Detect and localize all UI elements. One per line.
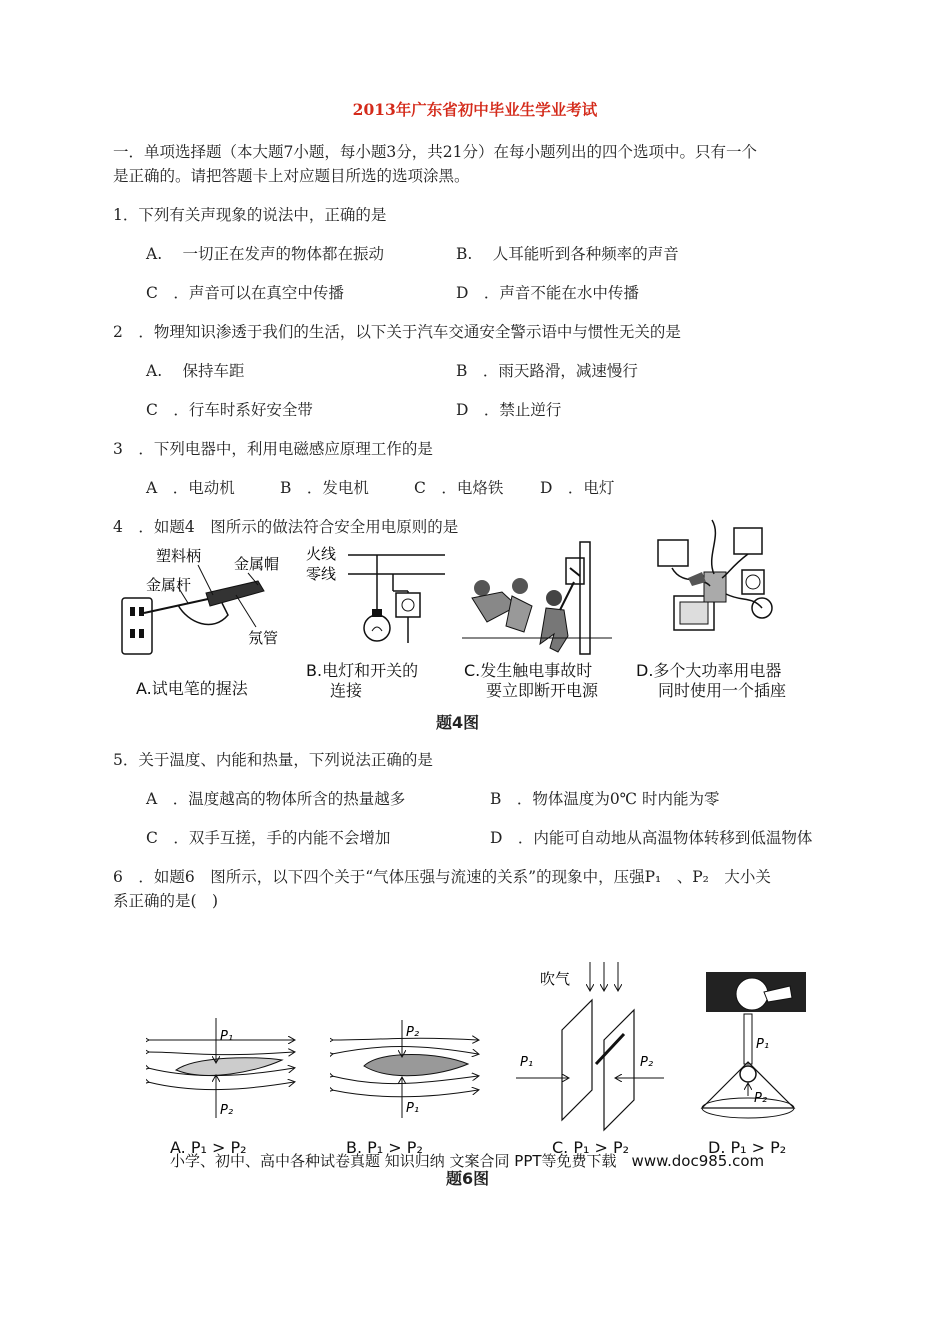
label-neutral-wire: 零线 xyxy=(306,565,337,583)
label-live-wire: 火线 xyxy=(306,545,337,563)
q1-option-a: A. 一切正在发声的物体都在振动 xyxy=(146,245,385,263)
q4-figure-c-shock-rescue xyxy=(462,538,622,656)
q6-figure-c-paper xyxy=(512,960,672,1140)
q2-stem: 2 ．物理知识渗透于我们的生活，以下关于汽车交通安全警示语中与惯性无关的是 xyxy=(113,323,681,341)
exam-title: 2013年广东省初中毕业生学业考试 xyxy=(352,100,598,119)
q4-caption-d-line-2: 同时使用一个插座 xyxy=(658,681,787,700)
q2-option-c: C ．行车时系好安全带 xyxy=(146,401,313,419)
q2-option-a: A. 保持车距 xyxy=(146,362,245,380)
q5-stem: 5．关于温度、内能和热量，下列说法正确的是 xyxy=(113,751,433,769)
label-metal-rod: 金属杆 xyxy=(146,576,192,594)
q4-figure-d-appliances xyxy=(652,516,802,642)
q1-stem: 1．下列有关声现象的说法中，正确的是 xyxy=(113,206,387,224)
q4-caption-c-line-2: 要立即断开电源 xyxy=(486,681,599,700)
q5-option-d: D ．内能可自动地从高温物体转移到低温物体 xyxy=(490,829,813,847)
q4-caption-b-line-1: B.电灯和开关的 xyxy=(306,661,419,680)
q3-option-c: C ．电烙铁 xyxy=(414,479,504,497)
p2-label: P₂ xyxy=(406,1025,420,1040)
q5-option-b: B ．物体温度为0℃ 时内能为零 xyxy=(490,790,720,808)
q1-option-c: C ．声音可以在真空中传播 xyxy=(146,284,344,302)
q1-option-b: B. 人耳能听到各种频率的声音 xyxy=(456,245,679,263)
q4-stem: 4 ．如题4 图所示的做法符合安全用电原则的是 xyxy=(113,518,459,536)
q4-caption-a: A.试电笔的握法 xyxy=(136,679,248,698)
p2-label: P₂ xyxy=(220,1103,234,1118)
p2-label: P₂ xyxy=(640,1055,654,1070)
q6-stem-line-2: 系正确的是( ) xyxy=(113,892,219,910)
q2-option-d: D ．禁止逆行 xyxy=(456,401,562,419)
label-plastic-handle: 塑料柄 xyxy=(156,547,202,565)
q6-caption-a: A. P₁ > P₂ xyxy=(170,1138,247,1157)
p1-label: P₁ xyxy=(406,1101,420,1116)
section-intro-line-2: 是正确的。请把答题卡上对应题目所选的选项涂黑。 xyxy=(113,167,470,185)
q3-option-b: B ．发电机 xyxy=(280,479,369,497)
q6-figure-b-wing xyxy=(330,1018,480,1122)
q6-figure-a-wing xyxy=(146,1010,296,1120)
p1-label: P₁ xyxy=(756,1037,770,1052)
q4-caption-b-line-2: 连接 xyxy=(330,681,363,700)
q4-figure-b-lamp-switch xyxy=(300,543,450,658)
q6-stem-line-1: 6 ．如题6 图所示，以下四个关于“气体压强与流速的关系”的现象中，压强P₁ 、P₂ 大小关 xyxy=(113,868,771,886)
q4-figure-a-test-pen xyxy=(118,543,293,658)
q6-caption-c: C. P₁ > P₂ xyxy=(552,1138,630,1157)
q6-figure-d-funnel xyxy=(692,966,832,1126)
q2-option-b: B ．雨天路滑，减速慢行 xyxy=(456,362,638,380)
q3-stem: 3 ．下列电器中，利用电磁感应原理工作的是 xyxy=(113,440,433,458)
q6-caption-d: D. P₁ > P₂ xyxy=(708,1138,787,1157)
section-intro-line-1: 一．单项选择题（本大题7小题，每小题3分，共21分）在每小题列出的四个选项中。只有一个 xyxy=(113,143,757,161)
q4-caption-d-line-1: D.多个大功率用电器 xyxy=(636,661,782,680)
footer-watermark: 小学、初中、高中各种试卷真题 知识归纳 文案合同 PPT等免费下载 www.doc985.com xyxy=(170,1152,765,1170)
p2-label: P₂ xyxy=(754,1091,768,1106)
q1-option-d: D ．声音不能在水中传播 xyxy=(456,284,639,302)
q6-caption-b: B. P₁ > P₂ xyxy=(346,1138,423,1157)
q4-caption-c-line-1: C.发生触电事故时 xyxy=(464,661,593,680)
q5-option-c: C ．双手互搓，手的内能不会增加 xyxy=(146,829,391,847)
p1-label: P₁ xyxy=(520,1055,534,1070)
q3-option-d: D ．电灯 xyxy=(540,479,615,497)
q3-option-a: A ．电动机 xyxy=(146,479,235,497)
q4-figure-title: 题4图 xyxy=(436,713,480,732)
p1-label: P₁ xyxy=(220,1029,234,1044)
blow-label: 吹气 xyxy=(540,970,571,988)
q5-option-a: A ．温度越高的物体所含的热量越多 xyxy=(146,790,406,808)
label-neon-tube: 氖管 xyxy=(248,629,279,647)
label-metal-cap: 金属帽 xyxy=(234,555,280,573)
q6-figure-title: 题6图 xyxy=(446,1169,490,1188)
